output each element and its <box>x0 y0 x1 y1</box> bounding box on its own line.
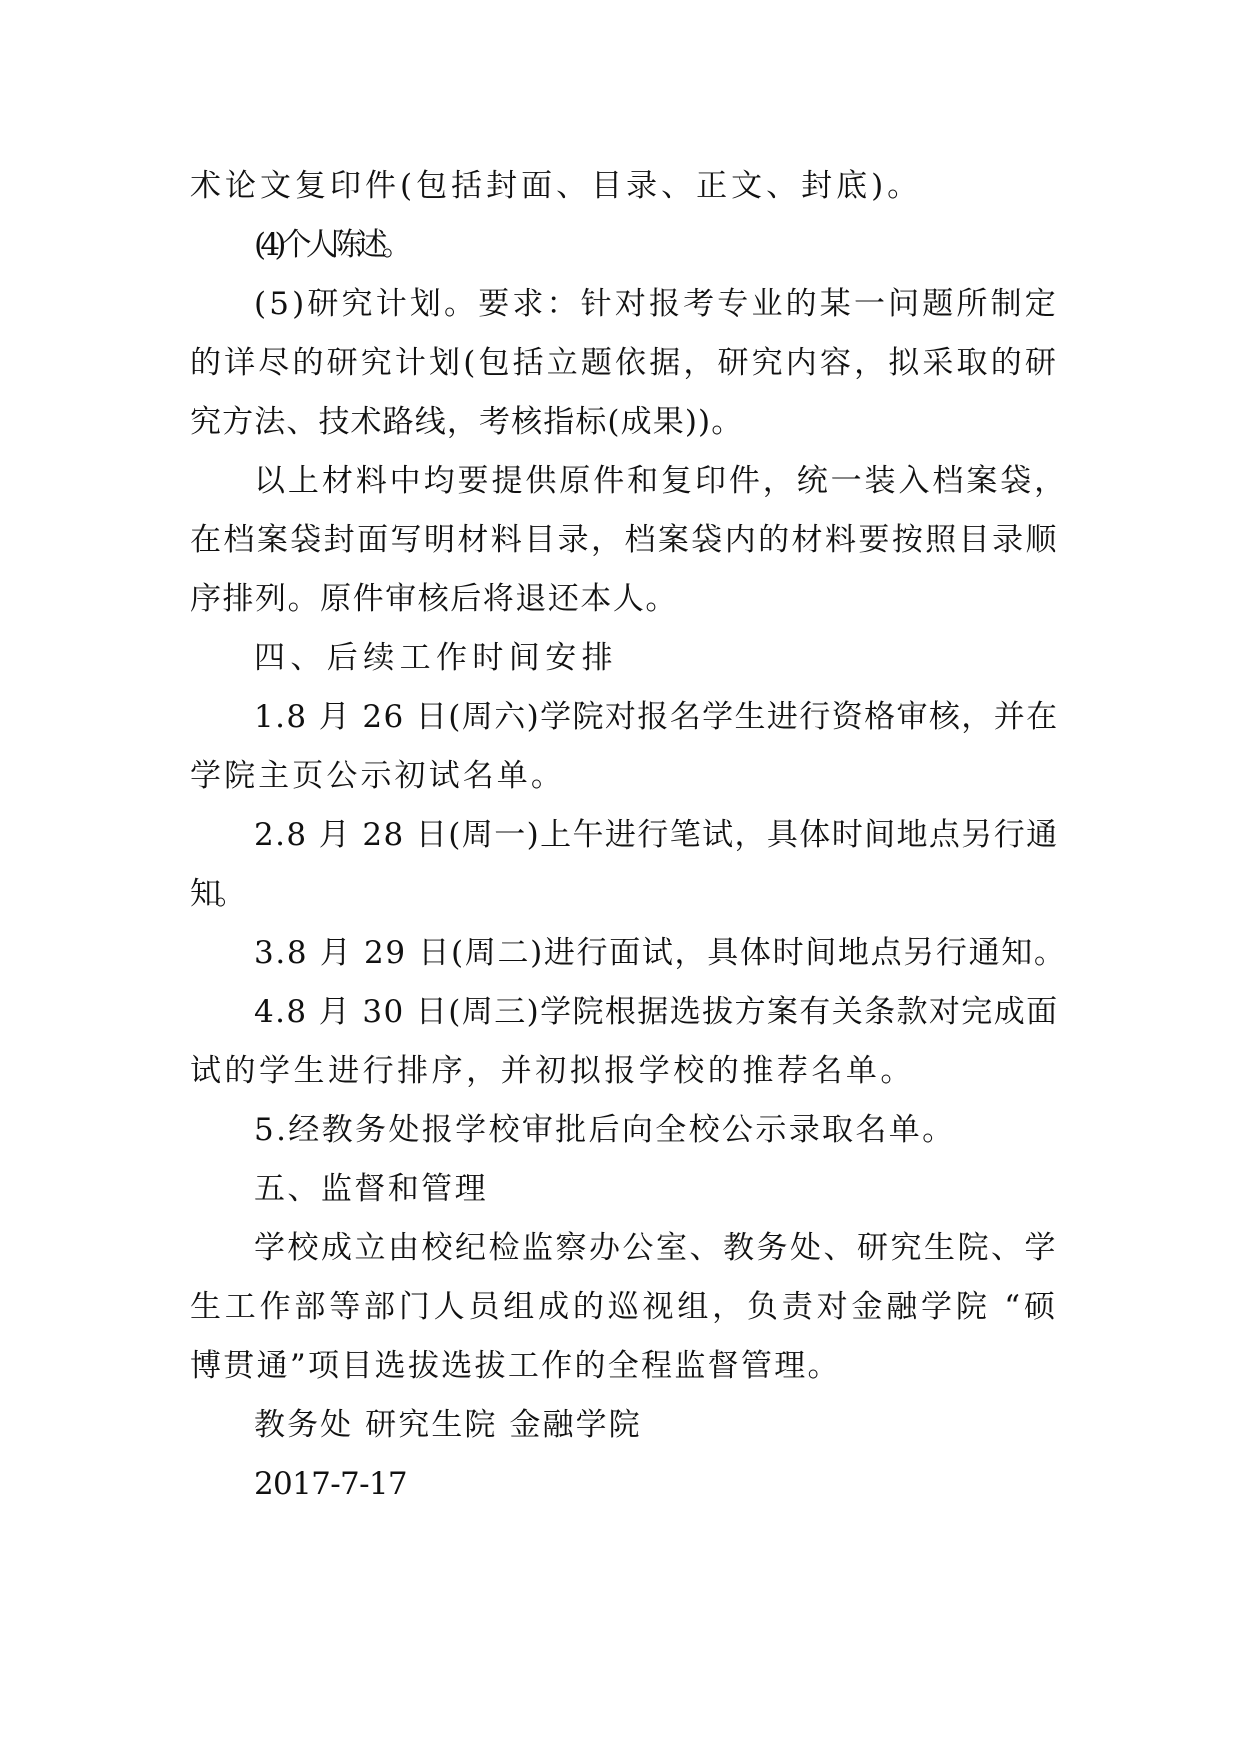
text-line: 2.8 月 28 日(周一)上午进行笔试，具体时间地点另行通 <box>254 817 1059 853</box>
text-line: 4.8 月 30 日(周三)学院根据选拔方案有关条款对完成面 <box>254 994 1059 1030</box>
text-line: 学院主页公示初试名单。 <box>190 758 565 794</box>
text-line: 在档案袋封面写明材料目录，档案袋内的材料要按照目录顺 <box>190 522 1059 558</box>
section-heading: 四、后续工作时间安排 <box>254 640 618 676</box>
text-line: (4)个人陈述。 <box>254 227 407 263</box>
text-line: 试的学生进行排序，并初拟报学校的推荐名单。 <box>190 1053 915 1089</box>
text-line: 术论文复印件(包括封面、目录、正文、封底)。 <box>190 168 923 204</box>
text-line: 1.8 月 26 日(周六)学院对报名学生进行资格审核，并在 <box>254 699 1059 735</box>
date-line: 2017-7-17 <box>254 1466 407 1502</box>
text-line: 3.8 月 29 日(周二)进行面试，具体时间地点另行通知。 <box>254 935 1067 971</box>
signature-line: 教务处 研究生院 金融学院 <box>254 1407 642 1443</box>
text-line: 以上材料中均要提供原件和复印件，统一装入档案袋， <box>254 463 1069 499</box>
section-heading: 五、监督和管理 <box>254 1171 489 1207</box>
text-line: 的详尽的研究计划(包括立题依据，研究内容，拟采取的研 <box>190 345 1059 381</box>
text-line: 生工作部等部门人员组成的巡视组，负责对金融学院 “硕 <box>190 1289 1059 1325</box>
text-line: 序排列。原件审核后将退还本人。 <box>190 581 678 617</box>
text-line: 知。 <box>190 876 240 912</box>
text-line: 学校成立由校纪检监察办公室、教务处、研究生院、学 <box>254 1230 1058 1266</box>
text-line: 博贯通”项目选拔选拔工作的全程监督管理。 <box>190 1348 841 1384</box>
text-line: 5.经教务处报学校审批后向全校公示录取名单。 <box>254 1112 956 1148</box>
text-line: 究方法、技术路线，考核指标(成果))。 <box>190 404 744 440</box>
text-line: (5)研究计划。要求：针对报考专业的某一问题所制定 <box>254 286 1059 322</box>
